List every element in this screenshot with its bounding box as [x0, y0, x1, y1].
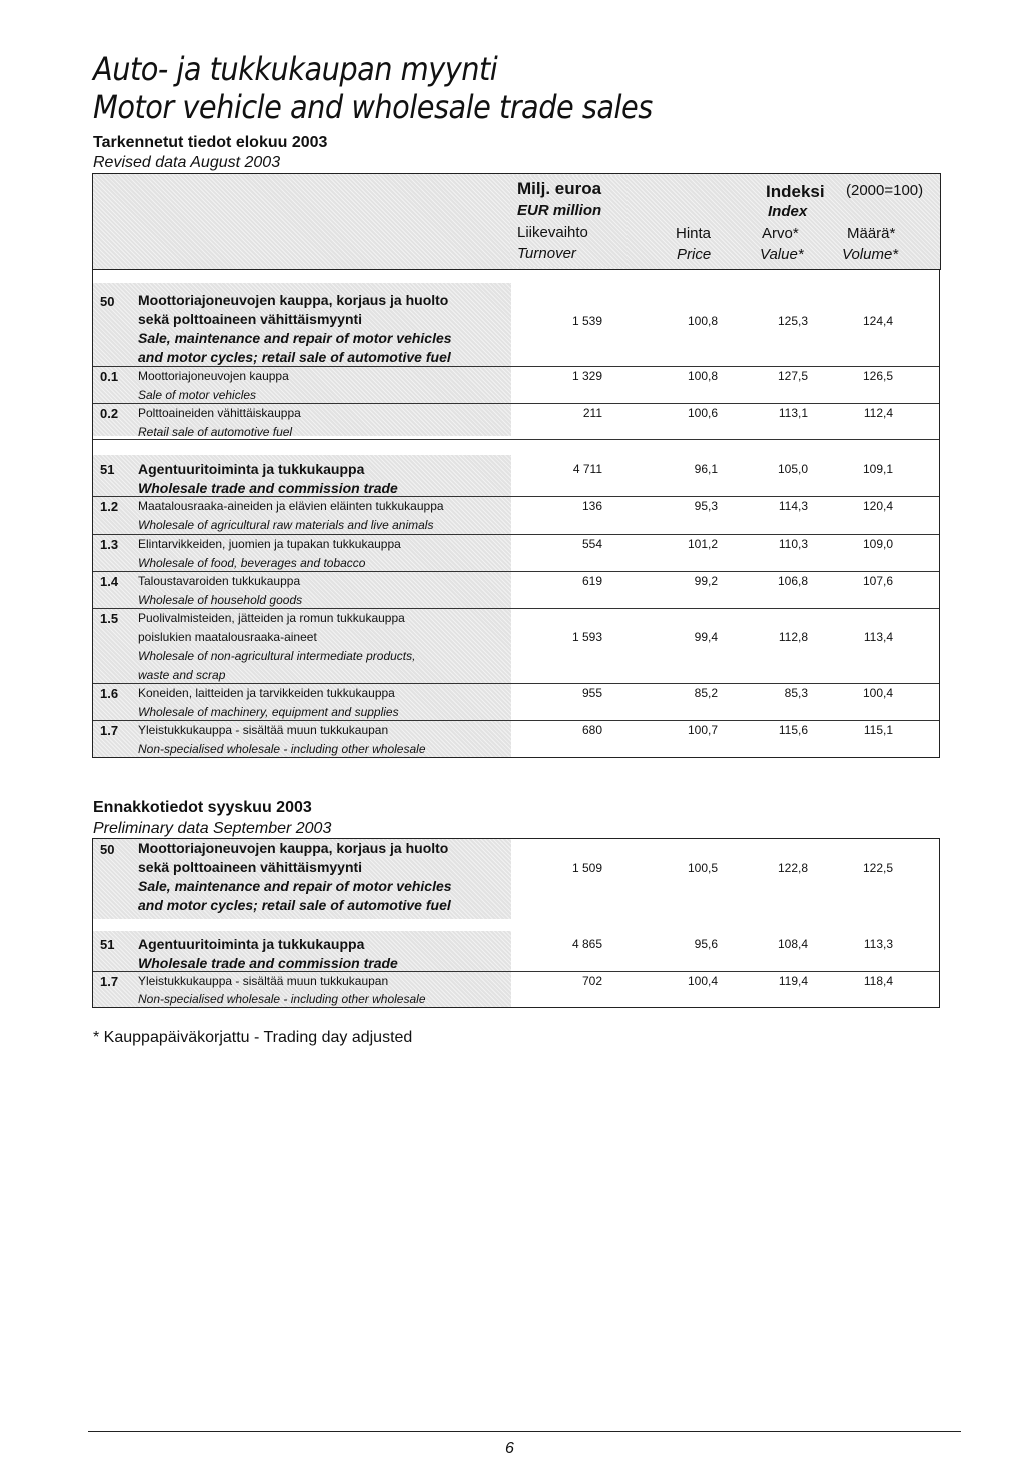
volume-index-value: 113,4 [863, 630, 893, 644]
value-index-value: 114,3 [778, 499, 808, 513]
row-name-en: Non-specialised wholesale - including other wholesale [138, 992, 426, 1006]
row-name-en: Wholesale of household goods [138, 593, 303, 607]
row-name-en: Wholesale trade and commission trade [138, 480, 398, 496]
row-name-fi: Puolivalmisteiden, jätteiden ja romun tukkukauppa [138, 611, 405, 625]
volume-index-value: 100,4 [862, 686, 893, 700]
row-name-en: and motor cycles; retail sale of automotive fuel [138, 897, 451, 913]
turnover-value: 702 [581, 974, 602, 988]
row-name-fi: sekä polttoaineen vähittäismyynti [138, 311, 363, 327]
value-index-value: 108,4 [777, 937, 808, 951]
turnover-value: 1 329 [571, 369, 602, 383]
value-index-value: 115,6 [778, 723, 808, 737]
row-code: 0.2 [100, 406, 119, 421]
row-code: 51 [100, 937, 115, 952]
turnover-value: 955 [581, 686, 602, 700]
header-indeksi: Indeksi [766, 182, 825, 201]
row-code: 1.6 [100, 686, 119, 701]
row-name-en: Wholesale of agricultural raw materials and live animals [138, 518, 434, 532]
turnover-value: 619 [581, 574, 602, 588]
value-index-value: 105,0 [777, 462, 808, 476]
volume-index-value: 109,1 [862, 462, 893, 476]
price-index-value: 95,3 [694, 499, 718, 513]
row-name-fi: Moottoriajoneuvojen kauppa, korjaus ja huolto [138, 840, 449, 856]
header-liikevaihto: Liikevaihto [517, 224, 588, 241]
row-name-en: Non-specialised wholesale - including other wholesale [138, 742, 426, 756]
row-name-fi: Agentuuritoiminta ja tukkukauppa [138, 936, 365, 952]
value-index-value: 106,8 [777, 574, 808, 588]
row-name-fi: Elintarvikkeiden, juomien ja tupakan tukkukauppa [138, 537, 401, 551]
row-code: 50 [100, 294, 115, 309]
row-name-fi: Yleistukkukauppa - sisältää muun tukkukaupan [138, 723, 389, 737]
value-index-value: 125,3 [777, 314, 808, 328]
volume-index-value: 126,5 [862, 369, 893, 383]
row-name-en: Wholesale of machinery, equipment and supplies [138, 705, 399, 719]
title-english: Motor vehicle and wholesale trade sales [93, 88, 653, 126]
header-maara: Määrä* [847, 225, 896, 242]
volume-index-value: 107,6 [862, 574, 893, 588]
revised-label-en: Revised data August 2003 [93, 154, 281, 171]
prelim-label-fi: Ennakkotiedot syyskuu 2003 [93, 799, 312, 816]
row-name-en: Wholesale of food, beverages and tobacco [138, 556, 366, 570]
value-index-value: 85,3 [784, 686, 808, 700]
price-index-value: 99,4 [694, 630, 718, 644]
value-index-value: 119,4 [778, 974, 808, 988]
row-name-en: waste and scrap [138, 668, 226, 682]
row-name-fi: Koneiden, laitteiden ja tarvikkeiden tukkukauppa [138, 686, 395, 700]
row-code: 1.4 [100, 574, 119, 589]
value-index-value: 122,8 [777, 861, 808, 875]
volume-index-value: 109,0 [862, 537, 893, 551]
price-index-value: 100,8 [687, 314, 718, 328]
row-name-fi: Moottoriajoneuvojen kauppa, korjaus ja huolto [138, 292, 449, 308]
price-index-value: 85,2 [694, 686, 718, 700]
price-index-value: 100,4 [687, 974, 718, 988]
turnover-value: 136 [581, 499, 602, 513]
value-index-value: 127,5 [777, 369, 808, 383]
price-index-value: 100,6 [687, 406, 718, 420]
value-index-value: 113,1 [778, 406, 808, 420]
row-name-en: and motor cycles; retail sale of automotive fuel [138, 349, 451, 365]
row-name-en: Sale, maintenance and repair of motor vehicles [138, 878, 452, 894]
volume-index-value: 113,3 [863, 937, 893, 951]
row-code: 1.5 [100, 611, 119, 626]
value-index-value: 110,3 [778, 537, 808, 551]
turnover-value: 554 [581, 537, 602, 551]
header-index: Index [768, 203, 808, 220]
header-value: Value* [760, 246, 804, 263]
row-name-fi: Maatalousraaka-aineiden ja elävien eläinten tukkukauppa [138, 499, 444, 513]
row-name-fi: sekä polttoaineen vähittäismyynti [138, 859, 363, 875]
volume-index-value: 115,1 [863, 723, 893, 737]
volume-index-value: 120,4 [862, 499, 893, 513]
header-price: Price [677, 246, 712, 263]
header-turnover: Turnover [517, 245, 576, 262]
footnote: * Kauppapäiväkorjattu - Trading day adjusted [93, 1029, 413, 1046]
page-number: 6 [505, 1440, 514, 1457]
row-name-en: Wholesale of non-agricultural intermediate products, [138, 649, 416, 663]
volume-index-value: 112,4 [863, 406, 893, 420]
row-code: 0.1 [100, 369, 119, 384]
price-index-value: 100,8 [687, 369, 718, 383]
header-eur-million: EUR million [517, 202, 602, 219]
turnover-value: 1 539 [571, 314, 602, 328]
price-index-value: 101,2 [687, 537, 718, 551]
row-name-fi: poislukien maatalousraaka-aineet [138, 630, 317, 644]
row-code: 50 [100, 842, 115, 857]
volume-index-value: 122,5 [862, 861, 893, 875]
row-code: 1.7 [100, 723, 119, 738]
header-volume: Volume* [842, 246, 899, 263]
price-index-value: 99,2 [694, 574, 718, 588]
volume-index-value: 118,4 [863, 974, 893, 988]
turnover-value: 4 711 [572, 462, 602, 476]
row-name-en: Wholesale trade and commission trade [138, 955, 398, 971]
value-index-value: 112,8 [778, 630, 808, 644]
row-name-fi: Taloustavaroiden tukkukauppa [138, 574, 301, 588]
price-index-value: 96,1 [694, 462, 718, 476]
price-index-value: 100,7 [687, 723, 718, 737]
header-milj-euroa: Milj. euroa [517, 179, 602, 198]
price-index-value: 95,6 [694, 937, 718, 951]
row-name-en: Sale of motor vehicles [138, 388, 257, 402]
turnover-value: 680 [581, 723, 602, 737]
turnover-value: 1 593 [571, 630, 602, 644]
row-name-en: Sale, maintenance and repair of motor vehicles [138, 330, 452, 346]
prelim-label-en: Preliminary data September 2003 [93, 820, 332, 837]
turnover-value: 1 509 [571, 861, 602, 875]
price-index-value: 100,5 [687, 861, 718, 875]
row-name-en: Retail sale of automotive fuel [138, 425, 293, 439]
row-code: 1.2 [100, 499, 119, 514]
volume-index-value: 124,4 [862, 314, 893, 328]
revised-label-fi: Tarkennetut tiedot elokuu 2003 [93, 134, 328, 151]
turnover-value: 4 865 [571, 937, 602, 951]
turnover-value: 211 [582, 406, 602, 420]
header-base-year: (2000=100) [846, 182, 924, 199]
row-name-fi: Yleistukkukauppa - sisältää muun tukkukaupan [138, 974, 389, 988]
row-name-fi: Moottoriajoneuvojen kauppa [138, 369, 289, 383]
row-code: 1.7 [100, 974, 119, 989]
row-name-fi: Polttoaineiden vähittäiskauppa [138, 406, 301, 420]
row-code: 51 [100, 462, 115, 477]
row-name-fi: Agentuuritoiminta ja tukkukauppa [138, 461, 365, 477]
header-arvo: Arvo* [762, 225, 799, 242]
row-code: 1.3 [100, 537, 119, 552]
header-hinta: Hinta [676, 225, 712, 242]
title-finnish: Auto- ja tukkukaupan myynti [93, 50, 498, 88]
